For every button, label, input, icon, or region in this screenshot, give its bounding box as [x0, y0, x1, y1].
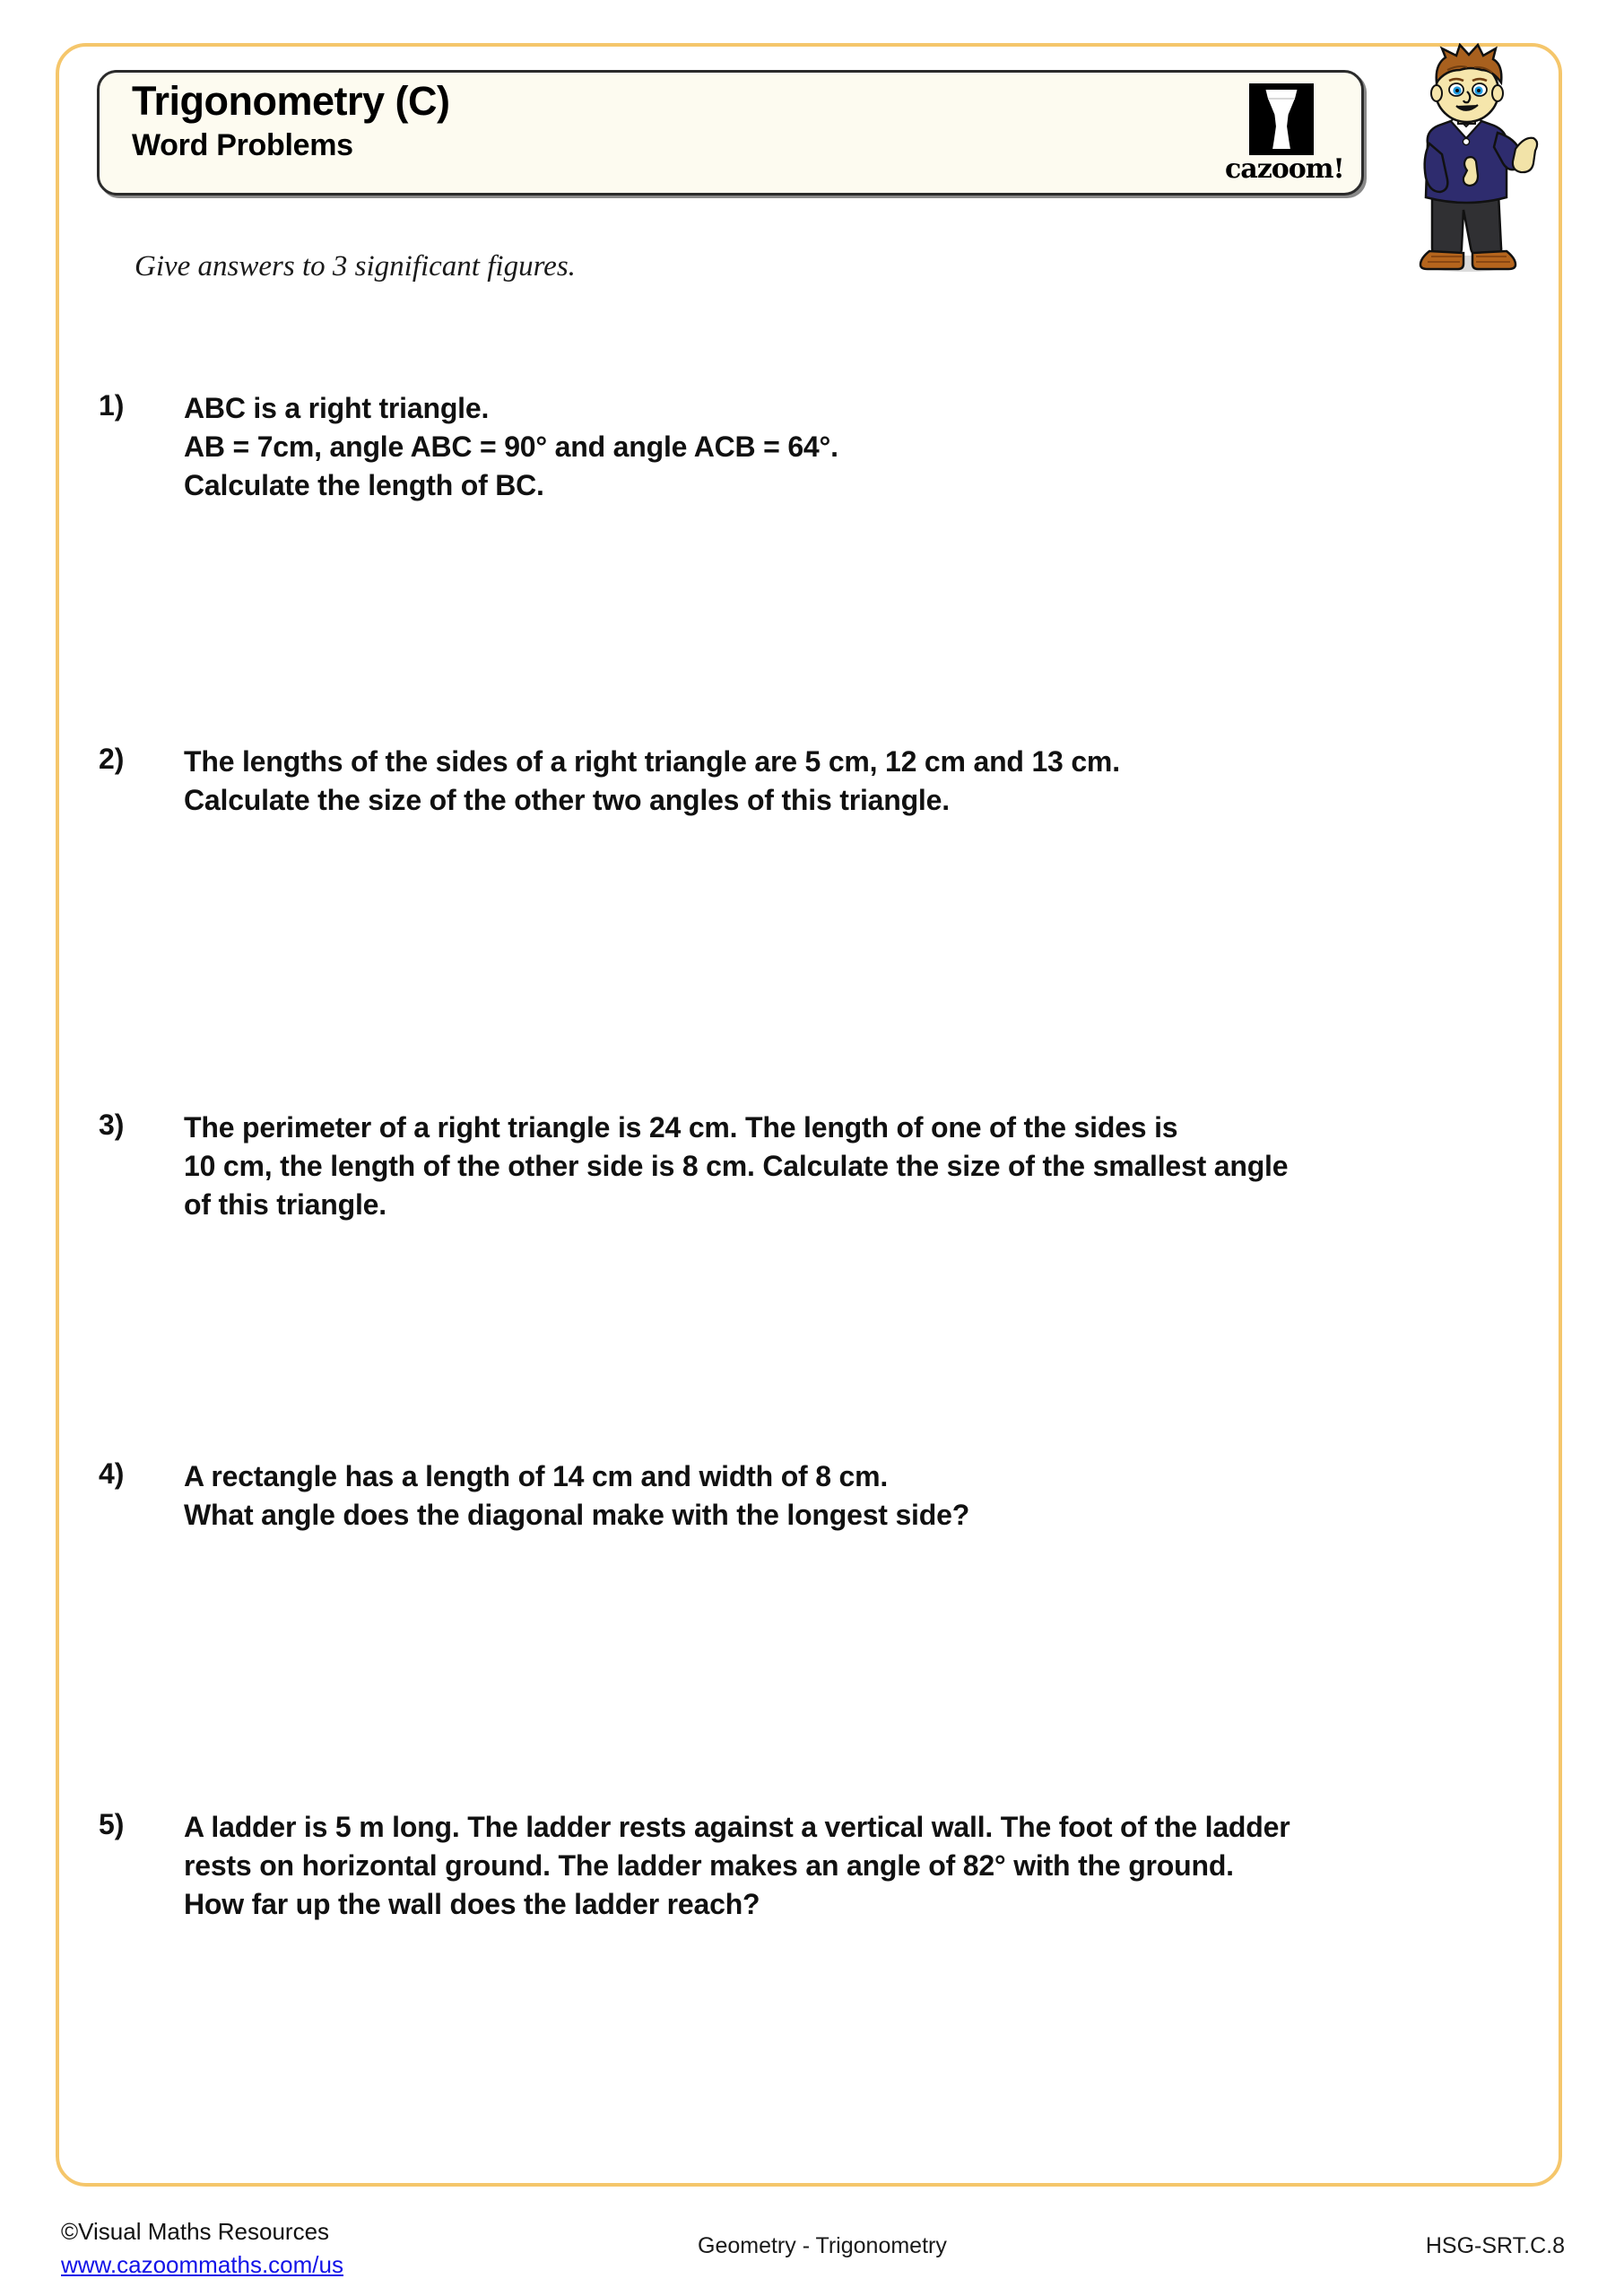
worksheet-title-box: [97, 70, 1364, 196]
page-subtitle: Word Problems: [132, 128, 353, 162]
footer-standard-code: HSG-SRT.C.8: [1425, 2233, 1565, 2258]
goblet-rim-line: [1268, 98, 1295, 100]
question-line: AB = 7cm, angle ABC = 90° and angle ACB = 64°.: [184, 430, 838, 463]
cazoom-website-link[interactable]: www.cazoommaths.com/us: [61, 2250, 343, 2278]
question-item-1: [99, 389, 838, 505]
question-text: [184, 1808, 1290, 1924]
question-line: A rectangle has a length of 14 cm and width of 8 cm.: [184, 1460, 889, 1492]
question-number: 2): [99, 743, 125, 775]
question-line: of this triangle.: [184, 1187, 386, 1221]
hourglass-goblet-icon: [1249, 83, 1314, 155]
boy-mascot-thumbs-up-icon: [1381, 43, 1551, 274]
question-text: [184, 1109, 1288, 1224]
cazoom-logo: [1225, 83, 1344, 187]
question-number: 3): [99, 1109, 125, 1141]
cazoom-logo-text: cazoom!: [1225, 153, 1344, 185]
question-number: 5): [99, 1808, 125, 1840]
question-line: How far up the wall does the ladder reach?: [184, 1887, 760, 1920]
question-line: Calculate the length of BC.: [184, 468, 544, 501]
question-text: [184, 743, 1120, 820]
question-line: ABC is a right triangle.: [184, 392, 490, 424]
question-item-4: [99, 1457, 969, 1535]
question-item-2: [99, 743, 1120, 820]
question-line: rests on horizontal ground. The ladder makes an angle of 82° with the ground.: [184, 1848, 1234, 1882]
question-line: The perimeter of a right triangle is 24 cm. The length of one of the sides is: [184, 1111, 1178, 1144]
page-title: Trigonometry (C): [132, 78, 450, 124]
question-text: [184, 389, 838, 505]
question-line: The lengths of the sides of a right triangle are 5 cm, 12 cm and 13 cm.: [184, 745, 1120, 778]
question-number: 1): [99, 389, 125, 422]
question-line: 10 cm, the length of the other side is 8 cm. Calculate the size of the smallest angle: [184, 1149, 1289, 1182]
copyright-text: ©Visual Maths Resources: [61, 2218, 330, 2245]
question-text: [184, 1457, 969, 1535]
question-line: Calculate the size of the other two angles of this triangle.: [184, 783, 950, 816]
question-item-5: [99, 1808, 1290, 1924]
question-line: A ladder is 5 m long. The ladder rests against a vertical wall. The foot of the ladder: [184, 1811, 1290, 1843]
instruction-text: Give answers to 3 significant figures.: [135, 250, 576, 283]
footer-topic-label: Geometry - Trigonometry: [698, 2233, 947, 2258]
question-number: 4): [99, 1457, 125, 1490]
footer-left-block: [61, 2215, 343, 2282]
question-line: What angle does the diagonal make with the longest side?: [184, 1498, 970, 1531]
question-item-3: [99, 1109, 1288, 1224]
